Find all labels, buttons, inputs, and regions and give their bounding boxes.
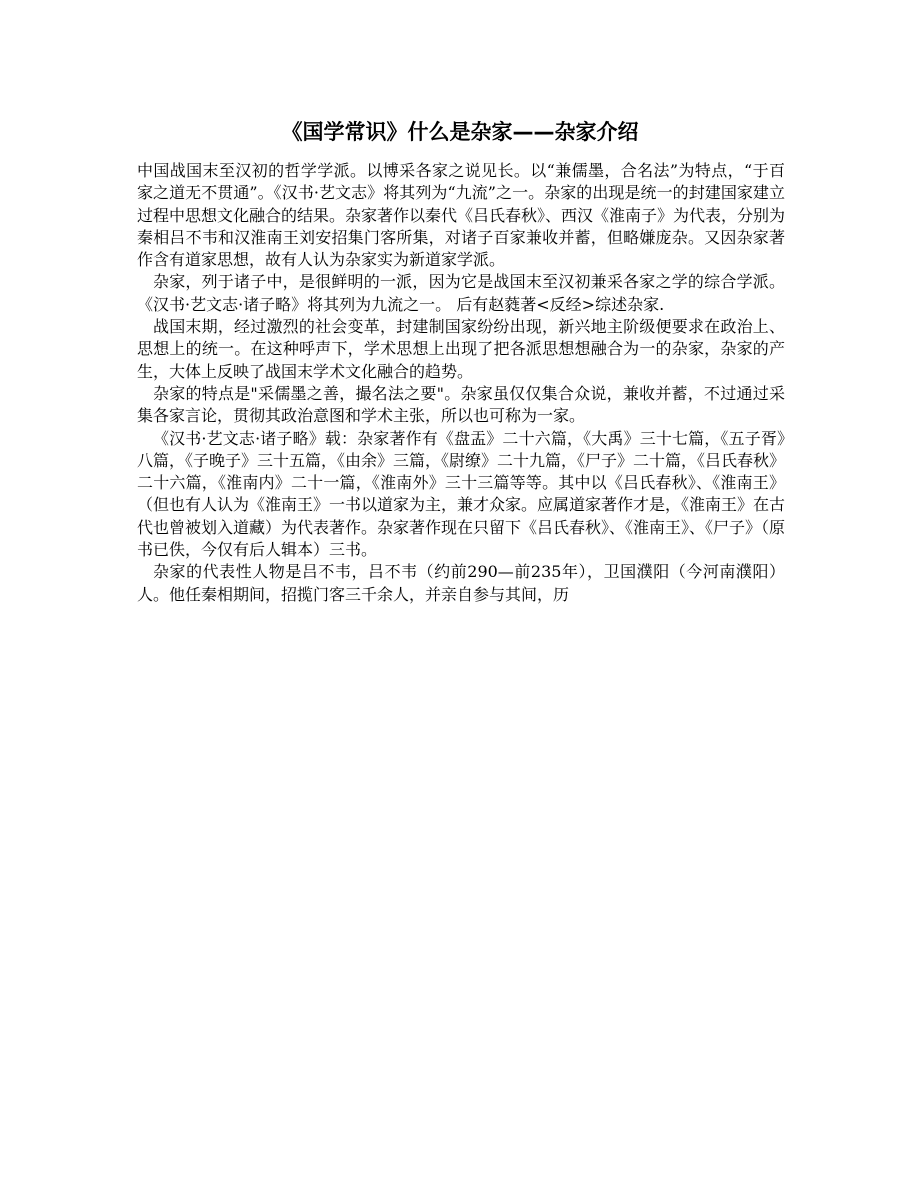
document-body [137, 160, 785, 606]
paragraph-3: 战国末期，经过激烈的社会变革，封建制国家纷纷出现，新兴地主阶级便要求在政治上、思想上的统一。在这种呼声下，学术思想上出现了把各派思想想融合为一的杂家，杂家的产生，大体上反映了战国末学术文化融合的趋势。 [137, 317, 785, 381]
document-title: 《国学常识》什么是杂家——杂家介绍 [281, 120, 639, 144]
paragraph-1: 中国战国末至汉初的哲学学派。以博采各家之说见长。以“兼儒墨，合名法”为特点，“于百家之道无不贯通”。《汉书·艺文志》将其列为“九流”之一。杂家的出现是统一的封建国家建立过程中思想文化融合的结果。杂家著作以秦代《吕氏春秋》、西汉《淮南子》为代表，分别为秦相吕不韦和汉淮南王刘安招集门客所集，对诸子百家兼收并蓄，但略嫌庞杂。又因杂家著作含有道家思想，故有人认为杂家实为新道家学派。 [137, 161, 786, 270]
paragraph-4: 杂家的特点是"采儒墨之善，撮名法之要"。杂家虽仅仅集合众说，兼收并蓄，不过通过采集各家言论，贯彻其政治意图和学术主张，所以也可称为一家。 [137, 383, 785, 426]
paragraph-5: 《汉书·艺文志·诸子略》载：杂家著作有《盘盂》二十六篇，《大禹》三十七篇，《五子胥》八篇，《子晚子》三十五篇，《由余》三篇，《尉缭》二十九篇，《尸子》二十篇，《吕氏春秋》二十六篇，《淮南内》二十一篇，《淮南外》三十三篇等等。其中以《吕氏春秋》、《淮南王》（但也有人认为《淮南王》一书以道家为主，兼才众家。应属道家著作才是，《淮南王》在古代也曾被划入道藏）为代表著作。杂家著作现在只留下《吕氏春秋》、《淮南王》、《尸子》（原书已佚，今仅有后人辑本）三书。 [137, 428, 786, 560]
paragraph-2: 杂家，列于诸子中，是很鲜明的一派，因为它是战国末至汉初兼采各家之学的综合学派。《汉书·艺文志·诸子略》将其列为九流之一。 后有赵蕤著<反经>综述杂家. [137, 272, 785, 314]
paragraph-6: 杂家的代表性人物是吕不韦，吕不韦（约前290—前235年），卫国濮阳（今河南濮阳）人。他任秦相期间，招揽门客三千余人，并亲自参与其间，历 [137, 562, 785, 604]
